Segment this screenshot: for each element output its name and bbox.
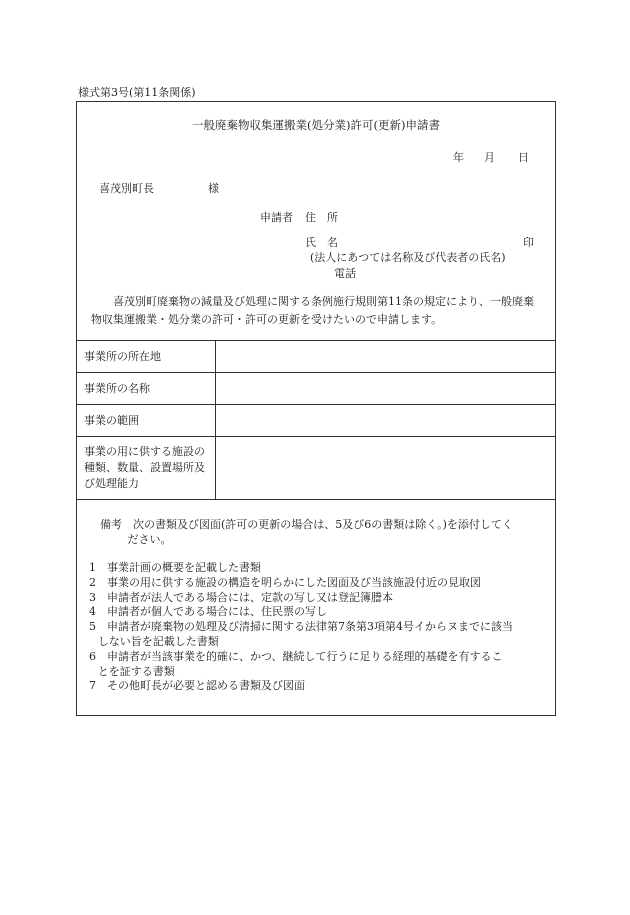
details-table xyxy=(76,340,556,500)
list-item xyxy=(89,591,545,606)
table-row xyxy=(77,341,556,373)
seal-label: 印 xyxy=(523,236,534,249)
attachment-list xyxy=(89,561,545,694)
row-label-office-name: 事業所の名称 xyxy=(77,373,216,405)
item-number: 4 xyxy=(89,605,96,619)
remarks-heading-cont: ださい。 xyxy=(127,533,172,546)
date-year: 年 xyxy=(453,151,464,164)
item-number: 6 xyxy=(89,649,96,663)
row-label-business-scope: 事業の範囲 xyxy=(77,405,216,437)
row-label-facility-info: 事業の用に供する施設の種類、数量、設置場所及び処理能力 xyxy=(77,437,216,500)
item-text: 申請者が法人である場合には、定款の写し又は登記簿謄本 xyxy=(107,590,393,604)
form-number: 様式第3号(第11条関係) xyxy=(78,86,196,99)
date-month: 月 xyxy=(484,151,495,164)
item-number: 2 xyxy=(89,575,96,589)
remarks-heading: 備考 次の書類及び図面(許可の更新の場合は、5及び6の書類は除く。)を添付してく xyxy=(100,518,513,531)
office-name-field[interactable] xyxy=(216,373,556,405)
addressee: 喜茂別町長 xyxy=(99,182,154,195)
corporation-note: (法人にあつては名称及び代表者の氏名) xyxy=(310,251,506,264)
application-form xyxy=(76,101,556,716)
item-number: 5 xyxy=(89,620,96,634)
honorific: 様 xyxy=(208,182,219,195)
form-title: 一般廃棄物収集運搬業(処分業)許可(更新)申請書 xyxy=(192,118,440,132)
date-day: 日 xyxy=(518,151,529,164)
list-item xyxy=(89,650,545,680)
phone-label: 電話 xyxy=(334,267,356,280)
item-text: その他町長が必要と認める書類及び図面 xyxy=(107,679,305,693)
table-row xyxy=(77,437,556,500)
list-item xyxy=(89,620,545,650)
item-text-cont: しない旨を記載した書類 xyxy=(97,634,219,648)
item-text: 申請者が当該事業を的確に、かつ、継続して行うに足りる経理的基礎を有するこ xyxy=(107,649,503,663)
row-label-office-location: 事業所の所在地 xyxy=(77,341,216,373)
table-row xyxy=(77,405,556,437)
item-text: 事業計画の概要を記載した書類 xyxy=(107,561,261,574)
business-scope-field[interactable] xyxy=(216,405,556,437)
list-item xyxy=(89,605,545,620)
item-number: 1 xyxy=(89,561,96,574)
list-item xyxy=(89,561,545,576)
remarks-section xyxy=(89,517,545,694)
table-row xyxy=(77,373,556,405)
address-label: 住 所 xyxy=(305,211,338,224)
applicant-label: 申請者 xyxy=(260,211,293,224)
name-label: 氏 名 xyxy=(305,236,338,249)
office-location-field[interactable] xyxy=(216,341,556,373)
list-item xyxy=(89,576,545,591)
item-text: 申請者が廃棄物の処理及び清掃に関する法律第7条第3項第4号イからヌまでに該当 xyxy=(107,620,513,634)
facility-info-field[interactable] xyxy=(216,437,556,500)
item-number: 3 xyxy=(89,590,96,604)
item-text-cont: とを証する書類 xyxy=(97,664,175,678)
item-number: 7 xyxy=(89,679,96,693)
item-text: 事業の用に供する施設の構造を明らかにした図面及び当該施設付近の見取図 xyxy=(107,575,481,589)
list-item xyxy=(89,679,545,694)
item-text: 申請者が個人である場合には、住民票の写し xyxy=(107,605,327,619)
application-statement: 喜茂別町廃棄物の減量及び処理に関する条例施行規則第11条の規定により、一般廃棄物収集運搬業・処分業の許可・許可の更新を受けたいので申請します。 xyxy=(91,295,534,326)
